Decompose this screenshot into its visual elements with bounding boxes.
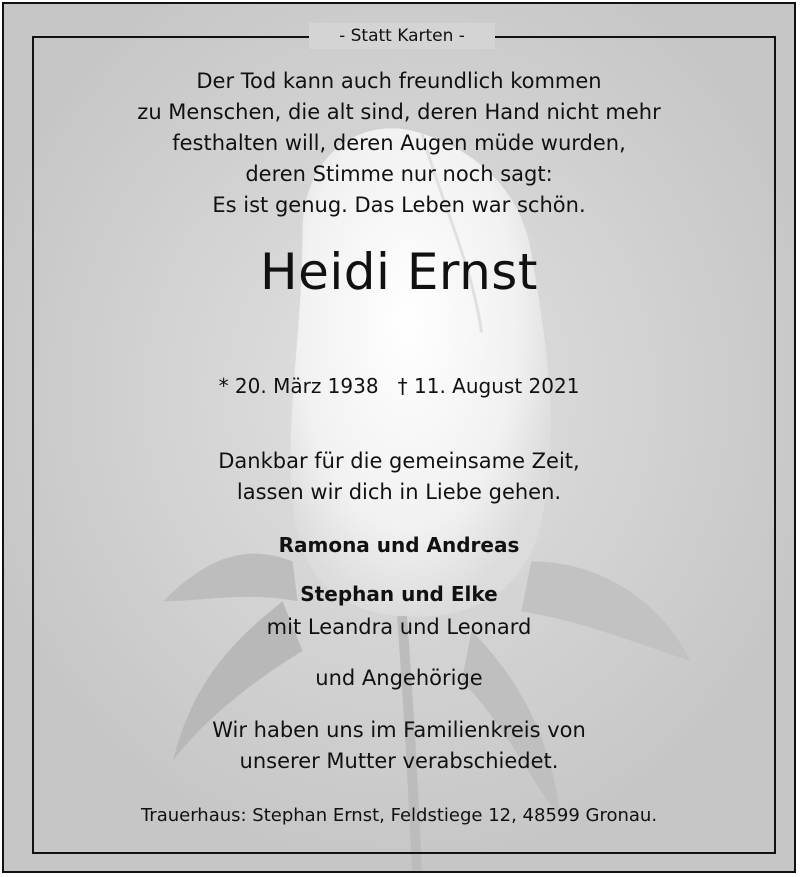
poem-line: Es ist genug. Das Leben war schön. <box>212 193 586 217</box>
relatives-line: und Angehörige <box>315 666 483 690</box>
message-line: Dankbar für die gemeinsame Zeit, <box>218 449 580 473</box>
farewell-line: unserer Mutter verabschiedet. <box>239 749 559 773</box>
poem-line: Der Tod kann auch freundlich kommen <box>196 69 602 93</box>
family-group-2: Stephan und Elke <box>300 582 498 606</box>
obituary-notice <box>2 2 796 873</box>
message-line: lassen wir dich in Liebe gehen. <box>236 480 562 504</box>
deceased-name: Heidi Ernst <box>260 243 538 301</box>
family-group-2-children: mit Leandra und Leonard <box>266 615 532 639</box>
farewell-line: Wir haben uns im Familienkreis von <box>212 718 586 742</box>
poem-line: zu Menschen, die alt sind, deren Hand nicht mehr <box>137 100 661 124</box>
header-label: - Statt Karten - <box>309 23 495 49</box>
life-dates: * 20. März 1938 † 11. August 2021 <box>218 374 580 398</box>
family-group-1: Ramona und Andreas <box>278 533 520 557</box>
poem-line: deren Stimme nur noch sagt: <box>245 162 553 186</box>
poem-line: festhalten will, deren Augen müde wurden, <box>172 131 626 155</box>
mourning-address: Trauerhaus: Stephan Ernst, Feldstiege 12, 48599 Gronau. <box>140 805 658 826</box>
